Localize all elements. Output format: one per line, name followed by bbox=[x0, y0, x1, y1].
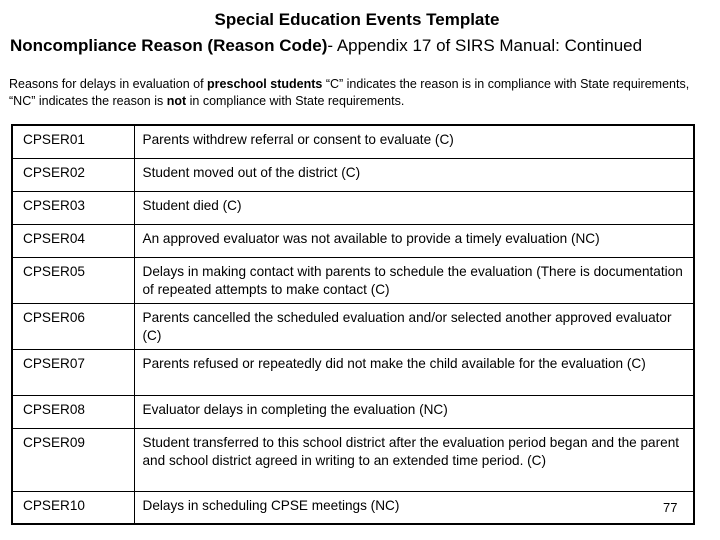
subtitle-rest: - Appendix 17 of SIRS Manual: Continued bbox=[327, 36, 643, 55]
reason-description: An approved evaluator was not available to provide a timely evaluation (NC) bbox=[134, 224, 694, 257]
table-row bbox=[12, 349, 694, 395]
intro-paragraph bbox=[9, 76, 714, 110]
reason-code: CPSER01 bbox=[12, 125, 134, 158]
reason-description: Parents withdrew referral or consent to evaluate (C) bbox=[134, 125, 694, 158]
intro-text-3: in compliance with State requirements. bbox=[186, 94, 405, 108]
reason-code: CPSER09 bbox=[12, 428, 134, 491]
table-row bbox=[12, 224, 694, 257]
reason-code: CPSER08 bbox=[12, 395, 134, 428]
table-row bbox=[12, 158, 694, 191]
table-row bbox=[12, 491, 694, 524]
reason-code: CPSER10 bbox=[12, 491, 134, 524]
reason-description: Student transferred to this school district after the evaluation period began and the parent and school district agreed in writing to an extended time period. (C) bbox=[134, 428, 694, 491]
reason-description: Delays in scheduling CPSE meetings (NC) bbox=[134, 491, 694, 524]
reason-description: Evaluator delays in completing the evaluation (NC) bbox=[134, 395, 694, 428]
reason-code: CPSER06 bbox=[12, 303, 134, 349]
reason-description: Parents refused or repeatedly did not make the child available for the evaluation (C) bbox=[134, 349, 694, 395]
reason-code: CPSER07 bbox=[12, 349, 134, 395]
table-row bbox=[12, 395, 694, 428]
table-row bbox=[12, 303, 694, 349]
reason-description: Delays in making contact with parents to schedule the evaluation (There is documentation of repeated attempts to make contact (C) bbox=[134, 257, 694, 303]
page-number: 77 bbox=[663, 500, 678, 515]
table-row bbox=[12, 191, 694, 224]
subtitle-bold: Noncompliance Reason (Reason Code) bbox=[10, 36, 328, 55]
table-row bbox=[12, 257, 694, 303]
reason-description: Parents cancelled the scheduled evaluation and/or selected another approved evaluator (C) bbox=[134, 303, 694, 349]
table-row bbox=[12, 428, 694, 491]
reason-code: CPSER05 bbox=[12, 257, 134, 303]
table-row bbox=[12, 125, 694, 158]
reason-code: CPSER02 bbox=[12, 158, 134, 191]
page-subtitle bbox=[10, 36, 710, 56]
intro-bold-2: not bbox=[166, 94, 187, 108]
intro-text-1: Reasons for delays in evaluation of bbox=[9, 77, 208, 91]
reason-code: CPSER04 bbox=[12, 224, 134, 257]
intro-bold-1: preschool students bbox=[207, 77, 323, 91]
reason-code: CPSER03 bbox=[12, 191, 134, 224]
reason-description: Student moved out of the district (C) bbox=[134, 158, 694, 191]
reason-code-table bbox=[11, 124, 695, 525]
page-title: Special Education Events Template bbox=[214, 10, 500, 29]
intro-text-2: “C” indicates the reason is in compliance with State requirements, “NC” indicates the reason is bbox=[9, 77, 690, 108]
reason-description: Student died (C) bbox=[134, 191, 694, 224]
